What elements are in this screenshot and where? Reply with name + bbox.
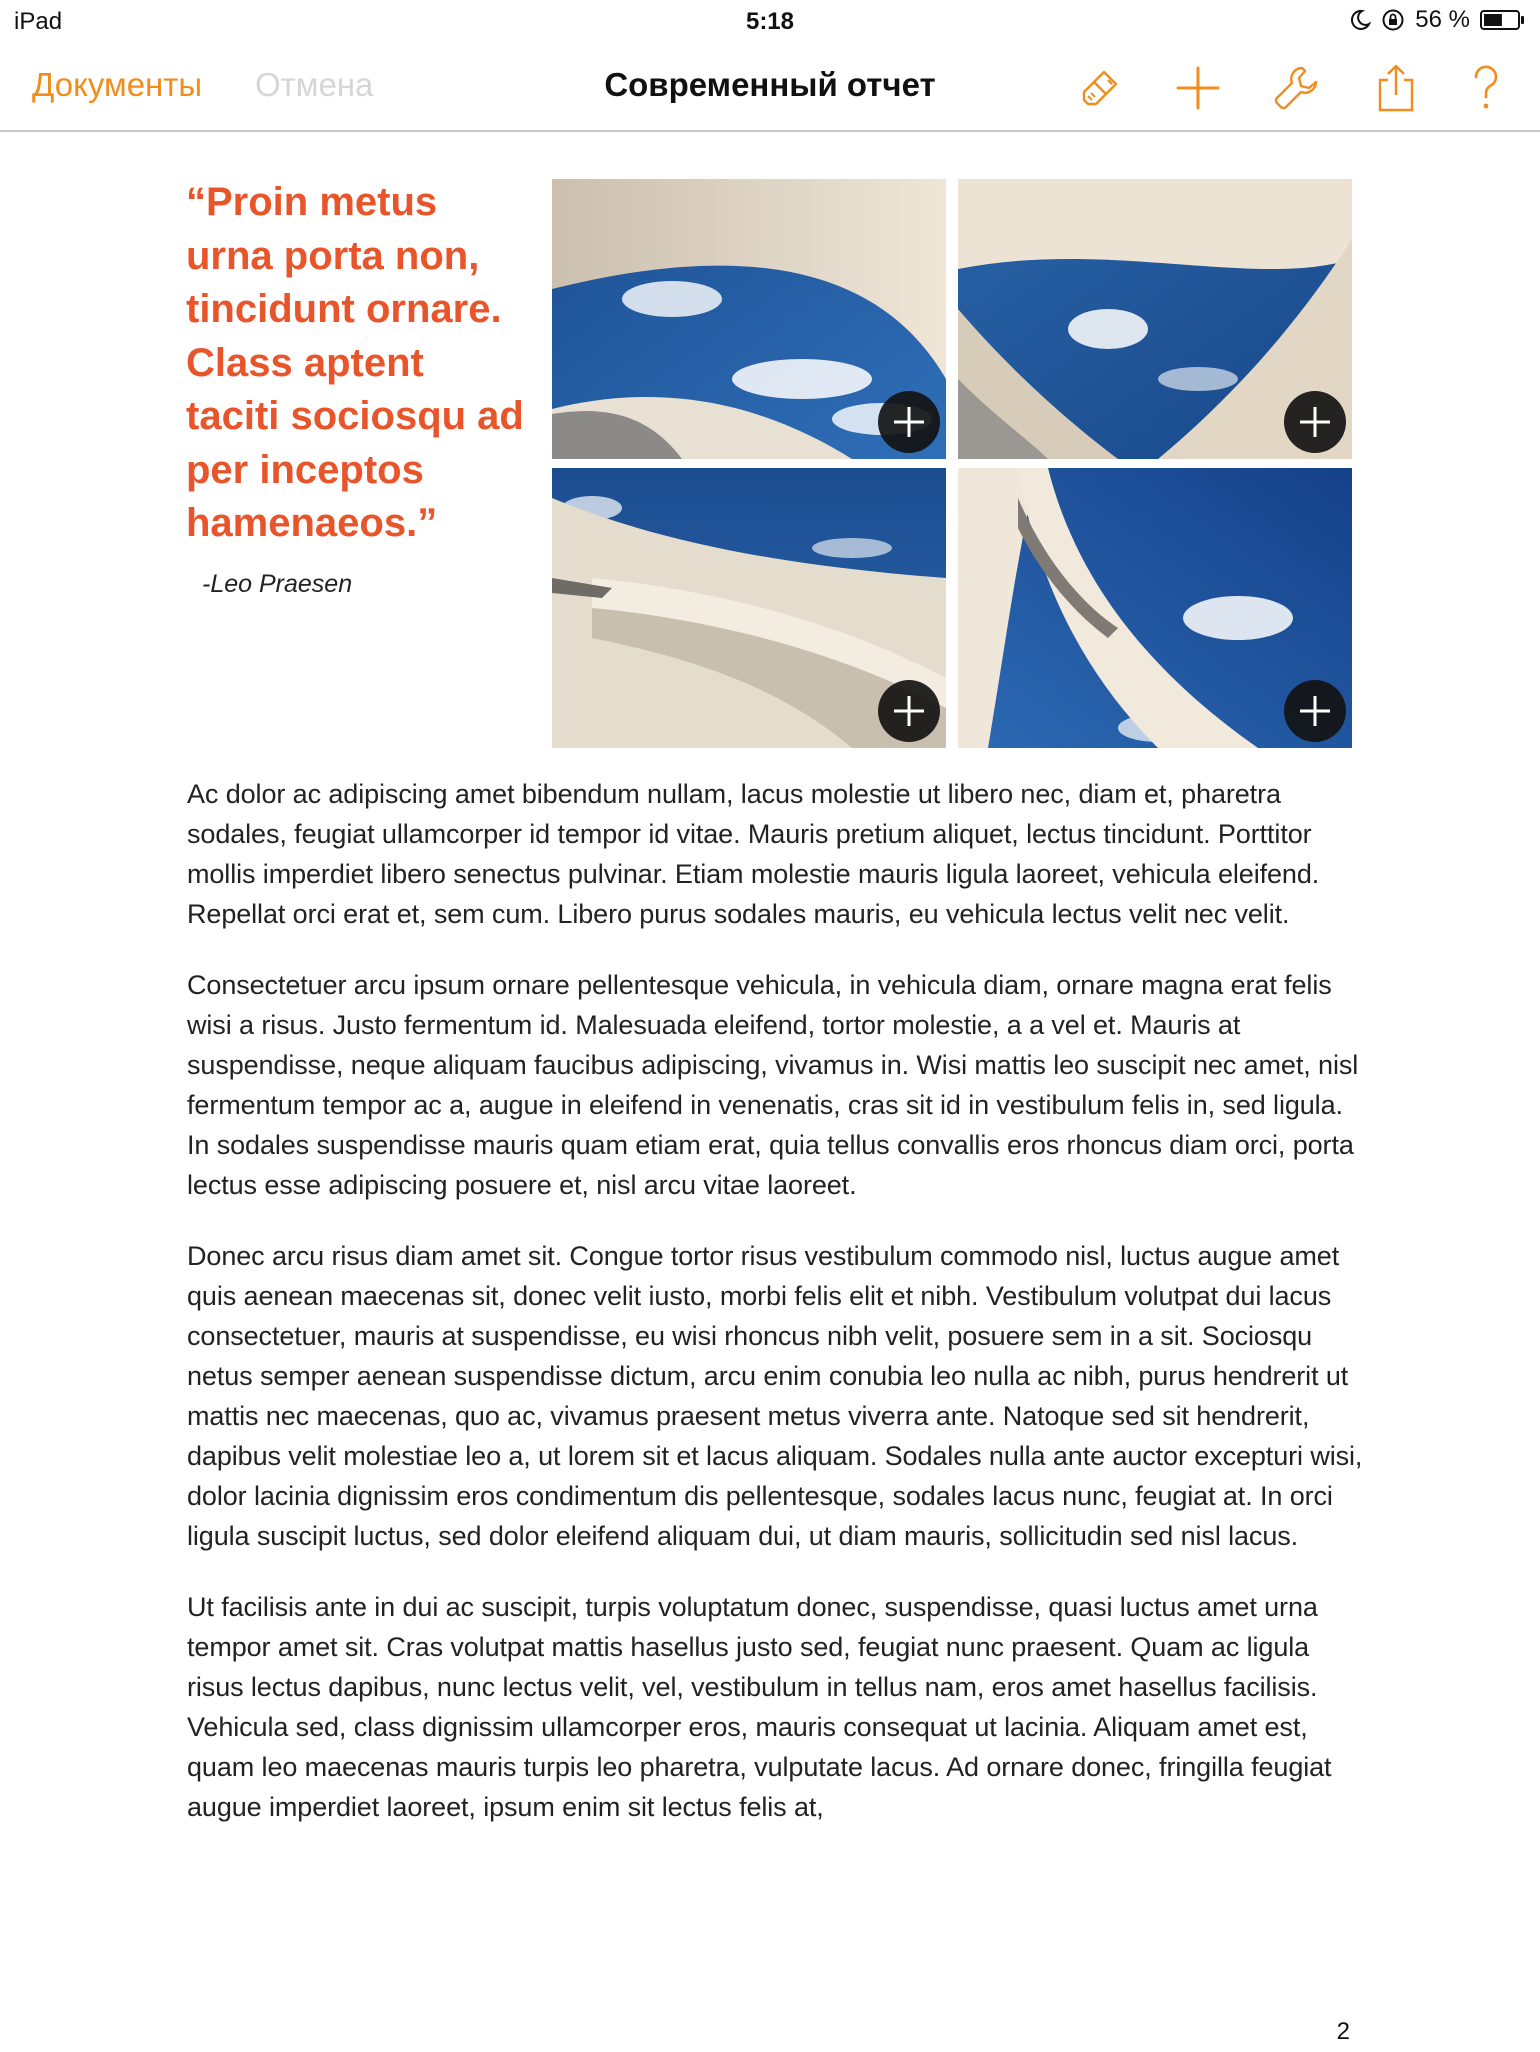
toolbar: [0, 44, 1540, 132]
battery-percent: 56 %: [1415, 6, 1470, 33]
format-brush-icon: [1074, 62, 1126, 114]
paragraph[interactable]: Ut facilisis ante in dui ac suscipit, turpis voluptatum donec, suspendisse, quasi luctus amet urna tempor amet sit. Cras volutpat mattis hasellus justo sed, feugiat nunc praesent. Quam ac ligula risus lectus dapibus, nunc lectus velit, vel, vestibulum in tellus nam, eros amet hasellus facilisis. Vehicula sed, class dignissim ullamcorper eros, mauris consequat ut lacinia. Aliquam amet est, quam leo maecenas mauris turpis leo pharetra, vulputate lacus. Ad ornare donec, fringilla feugiat augue imperdiet laoreet, ipsum enim sit lectus felis at,: [187, 1592, 1332, 1822]
plus-icon: [878, 391, 940, 453]
pull-quote-text: “Proin metus urna porta non, tincidunt ornare. Class aptent taciti sociosqu ad per inceptos hamenaeos.”: [186, 180, 524, 545]
battery-icon: [1480, 9, 1526, 31]
documents-button[interactable]: Документы: [32, 66, 203, 103]
moon-icon: [1349, 9, 1371, 31]
help-button[interactable]: [1460, 62, 1512, 114]
plus-icon: [1284, 391, 1346, 453]
wrench-icon: [1270, 62, 1322, 114]
cancel-button[interactable]: Отмена: [255, 66, 374, 103]
image-placeholder-1[interactable]: [552, 179, 946, 459]
document-title: Современный отчет: [604, 66, 936, 103]
share-icon: [1370, 62, 1422, 114]
pull-quote[interactable]: [186, 176, 526, 551]
status-indicators: [1349, 6, 1526, 34]
add-button[interactable]: [1172, 62, 1224, 114]
replace-image-button[interactable]: [1284, 391, 1346, 453]
rotation-lock-icon: [1381, 8, 1405, 32]
status-bar: [0, 0, 1540, 44]
paragraph[interactable]: Ac dolor ac adipiscing amet bibendum nullam, lacus molestie ut libero nec, diam et, pharetra sodales, feugiat ullamcorper id tempor id vitae. Mauris pretium aliquet, lectus tincidunt. Porttitor mollis imperdiet libero senectus pulvinar. Etiam molestie mauris ligula laoreet, vehicula eleifend. Repellat orci erat et, sem cum. Libero purus sodales mauris, eu vehicula lectus velit nec velit.: [187, 779, 1320, 929]
replace-image-button[interactable]: [878, 391, 940, 453]
battery-fill: [1484, 14, 1502, 26]
tools-button[interactable]: [1270, 62, 1322, 114]
format-button[interactable]: [1074, 62, 1126, 114]
paragraph[interactable]: Donec arcu risus diam amet sit. Congue tortor risus vestibulum commodo nisl, luctus augue amet quis aenean maecenas sit, donec velit iusto, morbi felis elit et nibh. Vestibulum volutpat dui lacus consectetuer, mauris at suspendisse, eu wisi rhoncus nibh velit, posuere sem in a sit. Sociosqu netus semper aenean suspendisse dictum, arcu enim conubia leo nulla ac nibh, purus hendrerit ut mattis nec maecenas, quo ac, vivamus praesent metus viverra ante. Natoque sed sit hendrerit, dapibus velit molestiae leo a, ut lorem sit et lacus aliquam. Sodales nulla ante auctor excepturi wisi, dolor lacinia dignissim eros condimentum dis pellentesque, sodales lacus nunc, feugiat at. In orci ligula suscipit luctus, sed dolor eleifend aliquam dui, ut diam mauris, sollicitudin sed nisl lacus.: [187, 1241, 1363, 1551]
replace-image-button[interactable]: [878, 680, 940, 742]
help-icon: [1460, 62, 1512, 114]
plus-icon: [1284, 680, 1346, 742]
image-placeholder-2[interactable]: [958, 179, 1352, 459]
image-placeholder-3[interactable]: [552, 468, 946, 748]
share-button[interactable]: [1370, 62, 1422, 114]
body-text[interactable]: [187, 774, 1367, 1858]
page-number: 2: [1336, 2018, 1350, 2045]
device-name: iPad: [14, 8, 63, 35]
quote-author[interactable]: -Leo Praesen: [202, 570, 353, 598]
add-icon: [1172, 62, 1224, 114]
paragraph[interactable]: Consectetuer arcu ipsum ornare pellentesque vehicula, in vehicula diam, ornare magna erat felis wisi a risus. Justo fermentum id. Malesuada eleifend, tortor molestie, a a vel et. Mauris at suspendisse, neque aliquam faucibus adipiscing, vivamus in. Wisi mattis leo suscipit nec amet, nisl fermentum tempor ac a, augue in eleifend in venenatis, cras sit id in vestibulum felis in, sed ligula. In sodales suspendisse mauris quam etiam erat, quia tellus convallis eros rhoncus diam orci, porta lectus esse adipiscing posuere et, nisl arcu vitae laoreet.: [187, 970, 1359, 1200]
clock: 5:18: [745, 8, 795, 35]
plus-icon: [878, 680, 940, 742]
image-placeholder-4[interactable]: [958, 468, 1352, 748]
replace-image-button[interactable]: [1284, 680, 1346, 742]
